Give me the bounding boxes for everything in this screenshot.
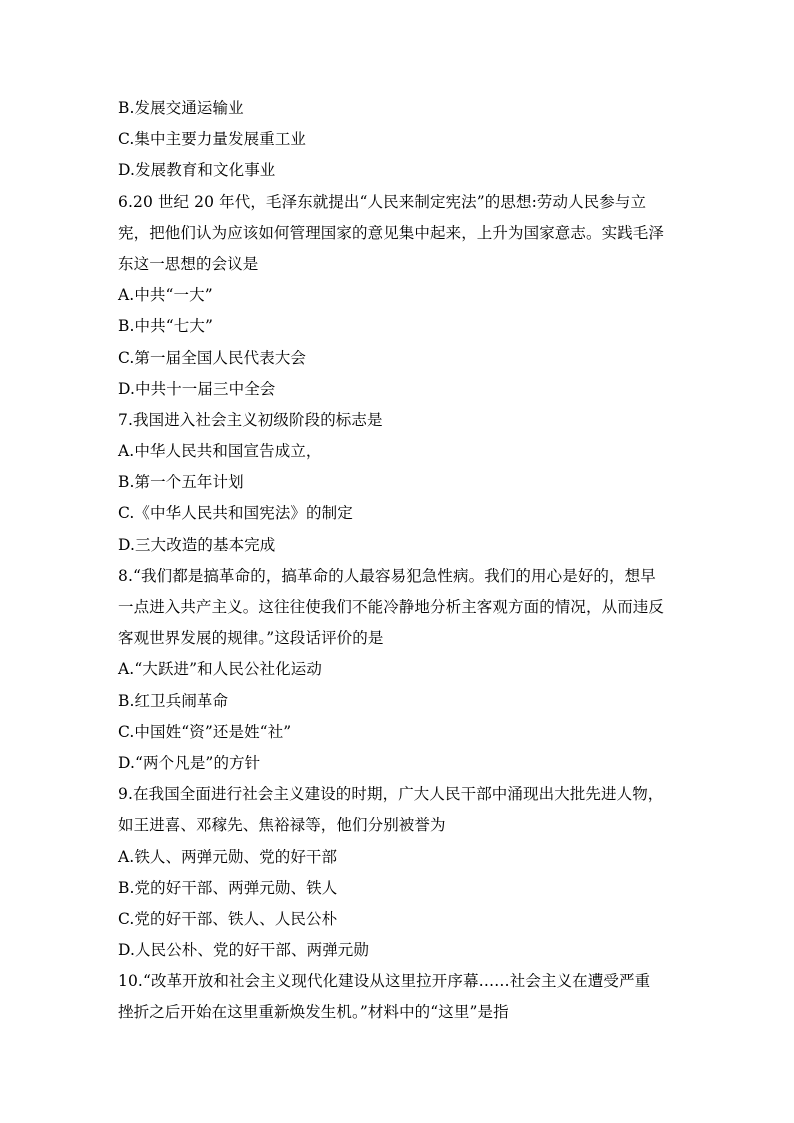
question-6-line-1: 6.20 世纪 20 年代，毛泽东就提出“人民来制定宪法”的思想:劳动人民参与立 [118, 192, 647, 211]
option-8a: A.“大跃进”和人民公社化运动 [118, 660, 322, 679]
option-9c: C.党的好干部、铁人、人民公朴 [118, 909, 338, 928]
question-7: 7.我国进入社会主义初级阶段的标志是 [118, 410, 383, 429]
option-6c: C.第一届全国人民代表大会 [118, 348, 307, 367]
option-6a: A.中共“一大” [118, 286, 213, 305]
question-10-line-1: 10.“改革开放和社会主义现代化建设从这里拉开序幕……社会主义在遭受严重 [118, 972, 651, 991]
question-10-line-2: 挫折之后开始在这里重新焕发生机。”材料中的“这里”是指 [118, 1003, 509, 1022]
option-8d: D.“两个凡是”的方针 [118, 753, 261, 772]
option-5c: C.集中主要力量发展重工业 [118, 130, 307, 149]
question-8-line-2: 一点进入共产主义。这往往使我们不能冷静地分析主客观方面的情况，从而违反 [118, 598, 665, 616]
option-5d: D.发展教育和文化事业 [118, 161, 276, 180]
option-5b: B.发展交通运输业 [118, 99, 244, 117]
question-6-line-2: 宪，把他们认为应该如何管理国家的意见集中起来，上升为国家意志。实践毛泽 [118, 223, 665, 242]
question-9-line-2: 如王进喜、邓稼先、焦裕禄等，他们分别被誉为 [118, 816, 446, 835]
question-6-line-3: 东这一思想的会议是 [118, 254, 259, 273]
option-9d: D.人民公朴、党的好干部、两弹元勋 [118, 941, 370, 960]
question-8-line-1: 8.“我们都是搞革命的，搞革命的人最容易犯急性病。我们的用心是好的，想早 [118, 566, 656, 585]
question-8-line-3: 客观世界发展的规律。”这段话评价的是 [118, 629, 384, 648]
option-7b: B.第一个五年计划 [118, 473, 244, 492]
option-9b: B.党的好干部、两弹元勋、铁人 [118, 878, 338, 897]
option-6b: B.中共“七大” [118, 317, 213, 336]
option-7d: D.三大改造的基本完成 [118, 535, 276, 554]
option-7c: C.《中华人民共和国宪法》的制定 [118, 504, 353, 523]
document-page [118, 93, 680, 1029]
option-7a: A.中华人民共和国宣告成立， [118, 442, 322, 461]
question-9-line-1: 9.在我国全面进行社会主义建设的时期，广大人民干部中涌现出大批先进人物， [118, 785, 664, 804]
option-6d: D.中共十一届三中全会 [118, 379, 276, 398]
option-8b: B.红卫兵闹革命 [118, 691, 229, 710]
option-8c: C.中国姓“资”还是姓“社” [118, 722, 292, 741]
option-9a: A.铁人、两弹元勋、党的好干部 [118, 847, 338, 866]
